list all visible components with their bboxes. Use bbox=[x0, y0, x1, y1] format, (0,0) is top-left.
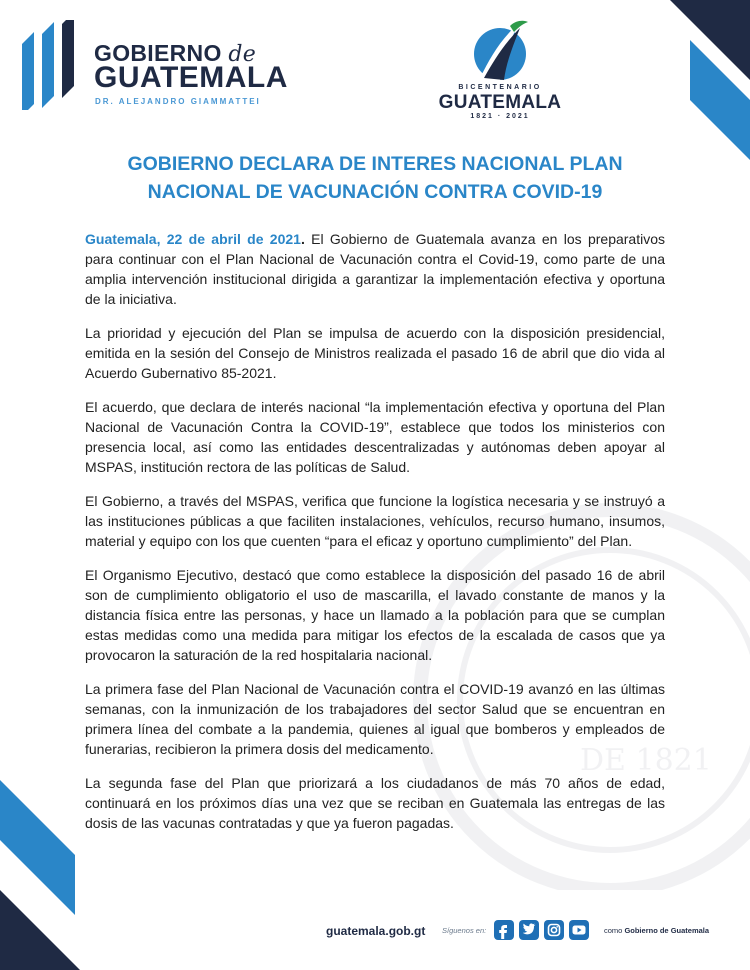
paragraph-7: La segunda fase del Plan que priorizará a los ciudadanos de más 70 años de edad, continuará en los próximos días una vez que se reciban en Guatemala las entregas de las dosis de las vacunas contratadas y que ya fueron pagadas. bbox=[85, 775, 665, 831]
top-right-stripes bbox=[660, 0, 750, 160]
press-release-title bbox=[80, 150, 670, 206]
paragraph-5: El Organismo Ejecutivo, destacó que como establece la disposición del pasado 16 de abril son de cumplimiento obligatorio el uso de mascarilla, el lavado constante de manos y la distancia física entre las personas, y hace un llamado a la población para que se cumplan estas medidas como una medida para mitigar los efectos de la escalada de casos que ya provocaron la saturación de la red hospitalaria nacional. bbox=[85, 567, 665, 663]
social-icons bbox=[494, 920, 589, 940]
facebook-icon[interactable] bbox=[494, 920, 514, 940]
title-line-2: NACIONAL DE VACUNACIÓN CONTRA COVID-19 bbox=[147, 181, 603, 203]
instagram-icon[interactable] bbox=[544, 920, 564, 940]
paragraph-6: La primera fase del Plan Nacional de Vacunación contra el COVID-19 avanzó en las últimas semanas, con la inmunización de los trabajadores del sector Salud que se encuentran en primera línea del combate a la pandemia, quienes al igual que bomberos y empleados de funerarias, recibieron la primera dosis del medicamento. bbox=[85, 681, 665, 757]
paragraph-1: Guatemala, 22 de abril de 2021. El Gobierno de Guatemala avanza en los preparativos para continuar con el Plan Nacional de Vacunación contra el Covid-19, como parte de una amplia intervención institucional dirigida a garantizar la implementación efectiva y oportuna de la iniciativa. bbox=[85, 231, 665, 307]
title-line-1: GOBIERNO DECLARA DE INTERES NACIONAL PLAN bbox=[127, 153, 623, 175]
bicentenario-label: BICENTENARIO bbox=[458, 84, 542, 91]
social-handle: como Gobierno de Guatemala bbox=[604, 926, 710, 935]
website-link[interactable]: guatemala.gob.gt bbox=[326, 924, 426, 938]
bicentenario-years: 1821 · 2021 bbox=[470, 113, 530, 120]
bicentenario-country: GUATEMALA bbox=[438, 92, 562, 113]
footer bbox=[0, 908, 750, 970]
twitter-icon[interactable] bbox=[519, 920, 539, 940]
quetzal-emblem-icon bbox=[470, 18, 530, 84]
article-body bbox=[85, 229, 665, 847]
logo-line2: GUATEMALA bbox=[94, 61, 288, 94]
paragraph-2: La prioridad y ejecución del Plan se impulsa de acuerdo con la disposición presidencial, emitida en la sesión del Consejo de Ministros realizada el pasado 16 de abril que dio vida al Acuerdo Gubernativo 85-2021. bbox=[85, 325, 665, 381]
follow-label: Síguenos en: bbox=[442, 926, 487, 935]
logo-line3: DR. ALEJANDRO GIAMMATTEI bbox=[95, 97, 261, 106]
watermark-text: DE 1821 bbox=[580, 743, 712, 778]
paragraph-3: El acuerdo, que declara de interés nacional “la implementación efectiva y oportuna del Plan Nacional de Vacunación Contra la COVID-19”, establece que todos los ministerios con presencia local, así como las entidades descentralizadas y autónomas deben apoyar al MSPAS, institución rectora de las políticas de Salud. bbox=[85, 399, 665, 475]
youtube-icon[interactable] bbox=[569, 920, 589, 940]
logo-bars-icon bbox=[22, 20, 84, 110]
bicentenario-logo bbox=[438, 18, 562, 128]
dateline: Guatemala, 22 de abril de 2021 bbox=[85, 231, 301, 247]
paragraph-4: El Gobierno, a través del MSPAS, verifica que funcione la logística necesaria y se instruyó a las instituciones públicas a que faciliten instalaciones, vehículos, recurso humano, insumos, material y equipo con los que cuenten “para el eficaz y oportuno cumplimiento” del Plan. bbox=[85, 493, 665, 549]
gobierno-guatemala-logo bbox=[22, 20, 288, 110]
logo-line1: GOBIERNO de bbox=[94, 40, 257, 67]
